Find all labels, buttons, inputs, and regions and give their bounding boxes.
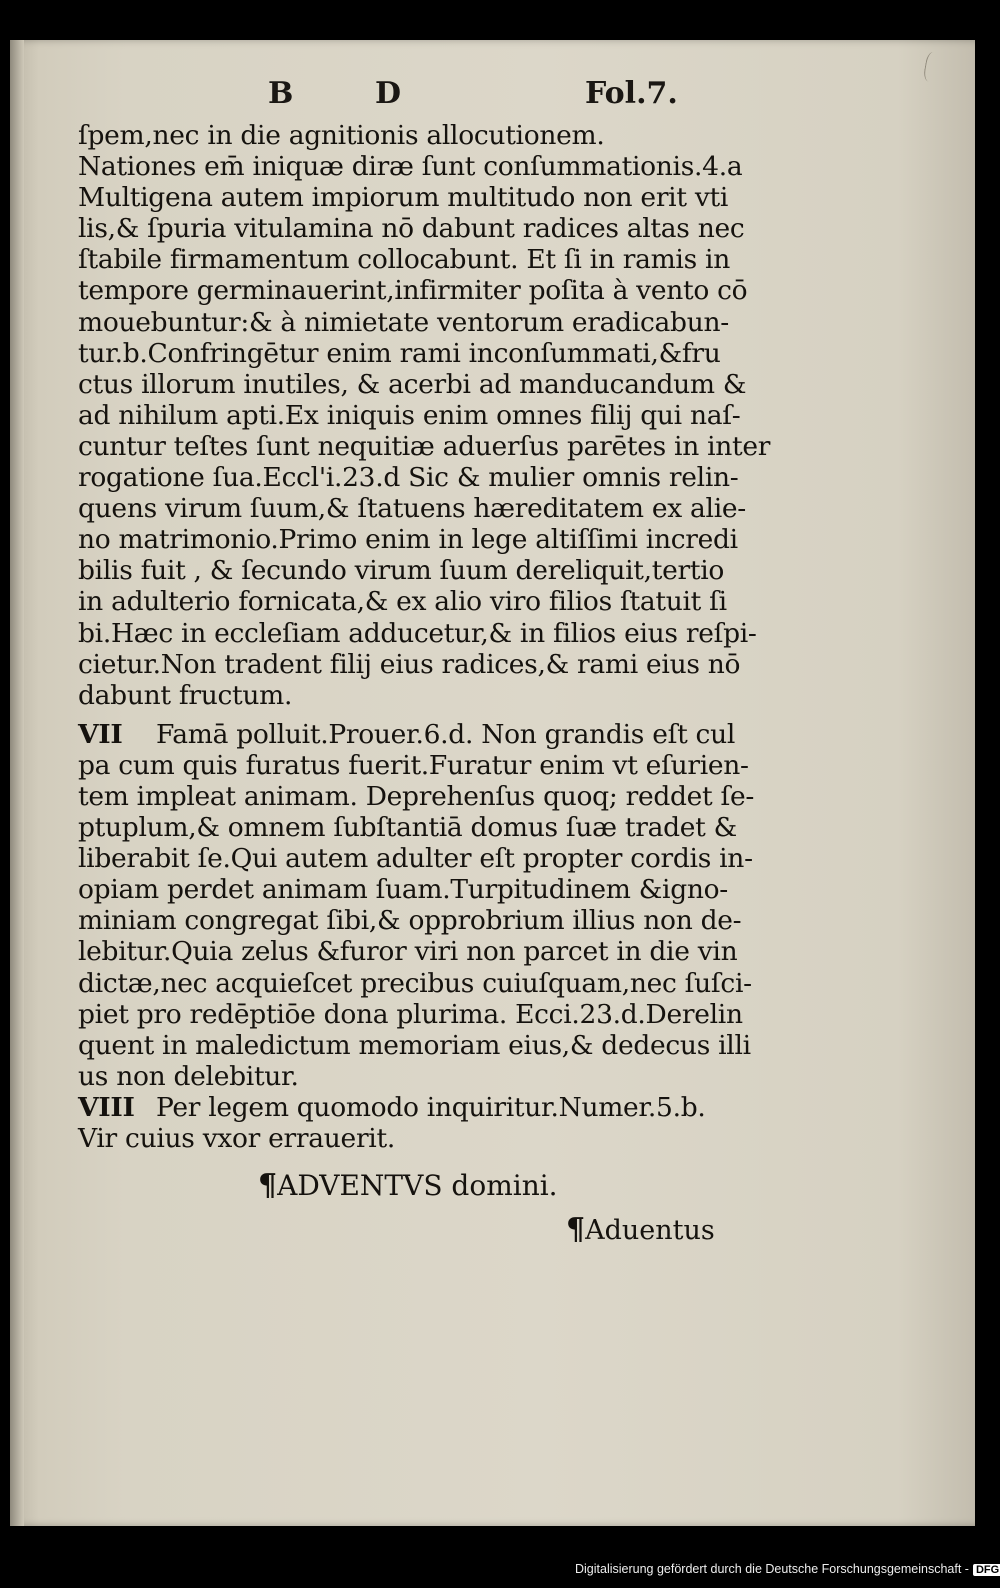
heading-text: ADVENTVS domini.	[277, 1169, 558, 1202]
text-line: piet pro redēptiōe dona plurima. Ecci.23.d.Derelin	[78, 998, 743, 1030]
body-text	[78, 120, 771, 1154]
section-heading	[258, 1168, 558, 1203]
text-line: ſpem,nec in die agnitionis allocutionem.	[78, 120, 605, 151]
paragraph-gap	[78, 711, 728, 719]
text-line: pa cum quis furatus fuerit.Furatur enim vt eſurien-	[78, 749, 749, 781]
pilcrow-icon: ¶	[566, 1212, 586, 1247]
text-line: quens virum ſuum,& ſtatuens hæreditatem ex alie-	[78, 493, 746, 525]
section-viii-first-line	[78, 1092, 728, 1123]
text-line: liberabit ſe.Qui autem adulter eſt propter cordis in-	[78, 843, 753, 875]
text-line: lis,& ſpuria vitulamina nō dabunt radices altas nec	[78, 213, 745, 245]
text-line: dictæ,nec acquieſcet precibus cuiuſquam,nec ſuſci-	[78, 967, 752, 999]
text-line: bi.Hæc in eccleſiam adducetur,& in filios eius reſpi-	[78, 617, 757, 649]
dfg-logo: DFG	[973, 1564, 1000, 1576]
signature-mark-b: B	[268, 76, 294, 111]
text-line: rogatione ſua.Eccl'i.23.d Sic & mulier omnis relin-	[78, 462, 739, 494]
text-line: miniam congregat ſibi,& opprobrium illius non de-	[78, 905, 742, 937]
section-number: VIII	[78, 1091, 135, 1123]
signature-mark-d: D	[375, 76, 402, 111]
section-vii-first-line	[78, 718, 736, 750]
catchword	[566, 1212, 715, 1247]
text-line: dabunt fructum.	[78, 679, 293, 711]
text-line: ptuplum,& omnem ſubſtantiā domus ſuæ tradet &	[78, 812, 737, 844]
text-line: us non delebitur.	[78, 1060, 299, 1092]
text-line: Nationes em̄ iniquæ diræ ſunt conſummationis.4.a	[78, 151, 743, 183]
page-gutter-shadow	[10, 40, 24, 1526]
text-line: no matrimonio.Primo enim in lege altiſſimi incredi	[78, 524, 738, 556]
text-line: cuntur teſtes ſunt nequitiæ aduerſus parētes in inter	[78, 430, 771, 462]
text-line: Famā polluit.Prouer.6.d. Non grandis eſt cul	[156, 718, 736, 750]
text-line: Per legem quomodo inquiritur.Numer.5.b.	[156, 1091, 706, 1123]
folio-number: Fol.7.	[585, 76, 678, 111]
text-line: tur.b.Confringētur enim rami inconſummati,&fru	[78, 337, 721, 369]
paragraph-main	[78, 120, 771, 711]
text-line: mouebuntur:& à nimietate ventorum eradicabun-	[78, 306, 729, 338]
text-line: opiam perdet animam ſuam.Turpitudinem &igno-	[78, 874, 728, 906]
text-line: ſtabile firmamentum collocabunt. Et ſi in ramis in	[78, 244, 730, 276]
pilcrow-icon: ¶	[258, 1168, 278, 1203]
section-number: VII	[78, 718, 123, 750]
text-line: cietur.Non tradent filij eius radices,& rami eius nō	[78, 648, 741, 680]
catchword-text: Aduentus	[585, 1215, 715, 1246]
credit-text: Digitalisierung gefördert durch die Deutsche Forschungsgemeinschaft -	[575, 1562, 969, 1576]
section-viii	[78, 1092, 728, 1154]
text-line: quent in maledictum memoriam eius,& dedecus illi	[78, 1029, 751, 1061]
digitization-credit	[575, 1562, 1000, 1582]
text-line: tem impleat animam. Deprehenſus quoq; reddet ſe-	[78, 780, 755, 812]
text-line: ctus illorum inutiles, & acerbi ad manducandum &	[78, 368, 747, 400]
text-line: Multigena autem impiorum multitudo non erit vti	[78, 182, 729, 214]
text-line: in adulterio fornicata,& ex alio viro filios ſtatuit ſi	[78, 586, 727, 618]
text-line: tempore germinauerint,infirmiter poſita à vento cō	[78, 275, 748, 307]
text-line: Vir cuius vxor errauerit.	[78, 1123, 395, 1154]
section-vii	[78, 718, 755, 1092]
text-line: ad nihilum apti.Ex iniquis enim omnes filij qui naſ-	[78, 399, 741, 431]
text-line: lebitur.Quia zelus &furor viri non parcet in die vin	[78, 936, 738, 968]
text-line: bilis fuit , & ſecundo virum ſuum dereliquit,tertio	[78, 555, 725, 587]
